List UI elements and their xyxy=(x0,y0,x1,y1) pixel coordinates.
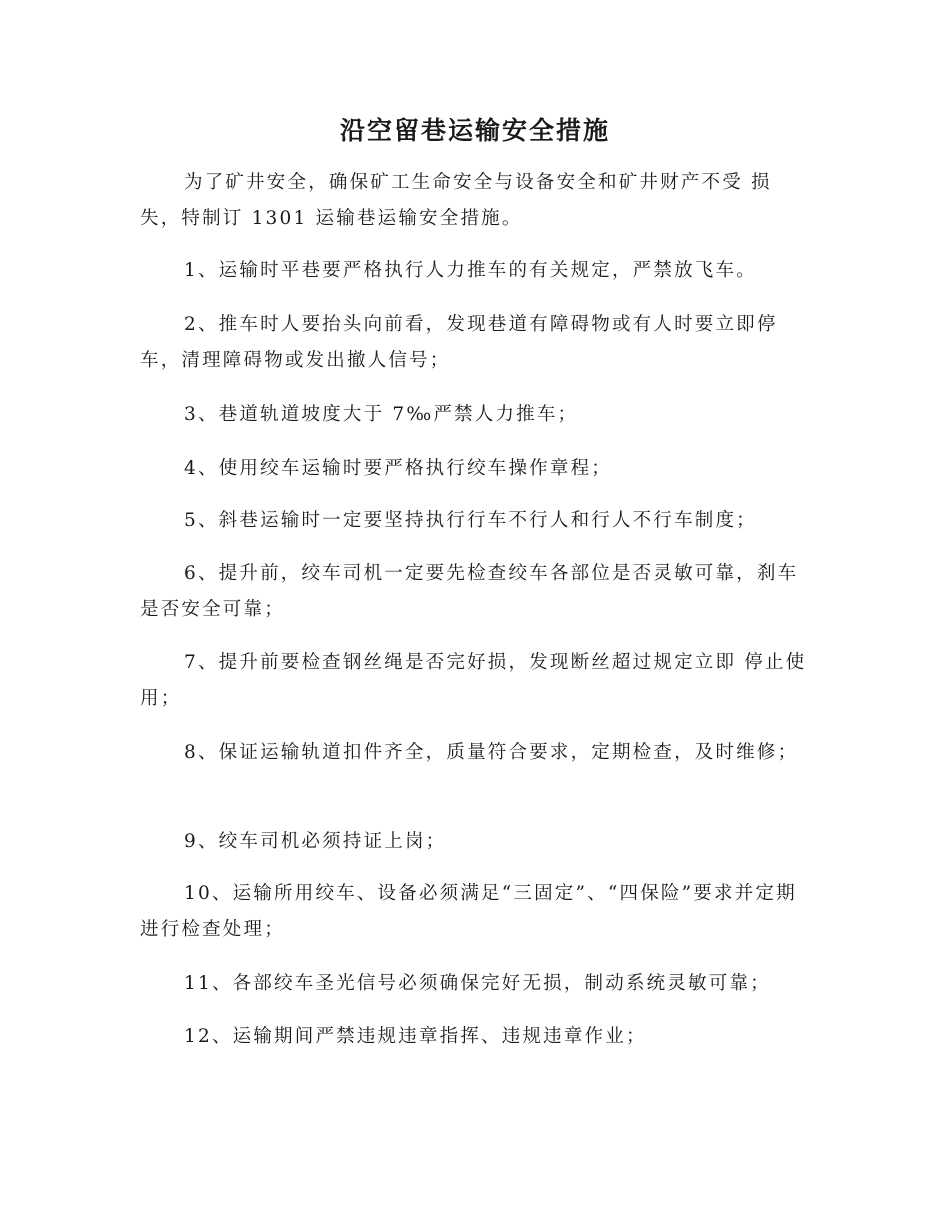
list-item-9: 9、绞车司机必须持证上岗； xyxy=(184,831,447,852)
list-item-8: 8、保证运输轨道扣件齐全，质量符合要求，定期检查，及时维修； xyxy=(184,742,799,763)
intro-paragraph: 为了矿井安全，确保矿工生命安全与设备安全和矿井财产不受 损失，特制订 1301 运输巷运输安全措施。 xyxy=(140,172,772,229)
list-item-11: 11、各部绞车圣光信号必须确保完好无损，制动系统灵敏可靠； xyxy=(184,973,771,994)
page-title: 沿空留巷运输安全措施 xyxy=(339,116,610,145)
list-item-7: 7、提升前要检查钢丝绳是否完好损，发现断丝超过规定立即 停止使用； xyxy=(140,652,807,709)
list-item-12: 12、运输期间严禁违规违章指挥、违规违章作业； xyxy=(184,1026,647,1047)
list-item-6: 6、提升前，绞车司机一定要先检查绞车各部位是否灵敏可靠，刹车是否安全可靠； xyxy=(140,563,799,620)
list-item-3: 3、巷道轨道坡度大于 7‰严禁人力推车； xyxy=(184,404,579,425)
list-item-1: 1、运输时平巷要严格执行人力推车的有关规定，严禁放飞车。 xyxy=(184,260,757,281)
list-item-2: 2、推车时人要抬头向前看，发现巷道有障碍物或有人时要立即停车，清理障碍物或发出撤人信号； xyxy=(140,314,778,371)
list-item-10: 10、运输所用绞车、设备必须满足“三固定”、“四保险”要求并定期进行检查处理； xyxy=(140,883,797,940)
list-item-4: 4、使用绞车运输时要严格执行绞车操作章程； xyxy=(184,458,612,479)
list-item-5: 5、斜巷运输时一定要坚持执行行车不行人和行人不行车制度； xyxy=(184,510,757,531)
